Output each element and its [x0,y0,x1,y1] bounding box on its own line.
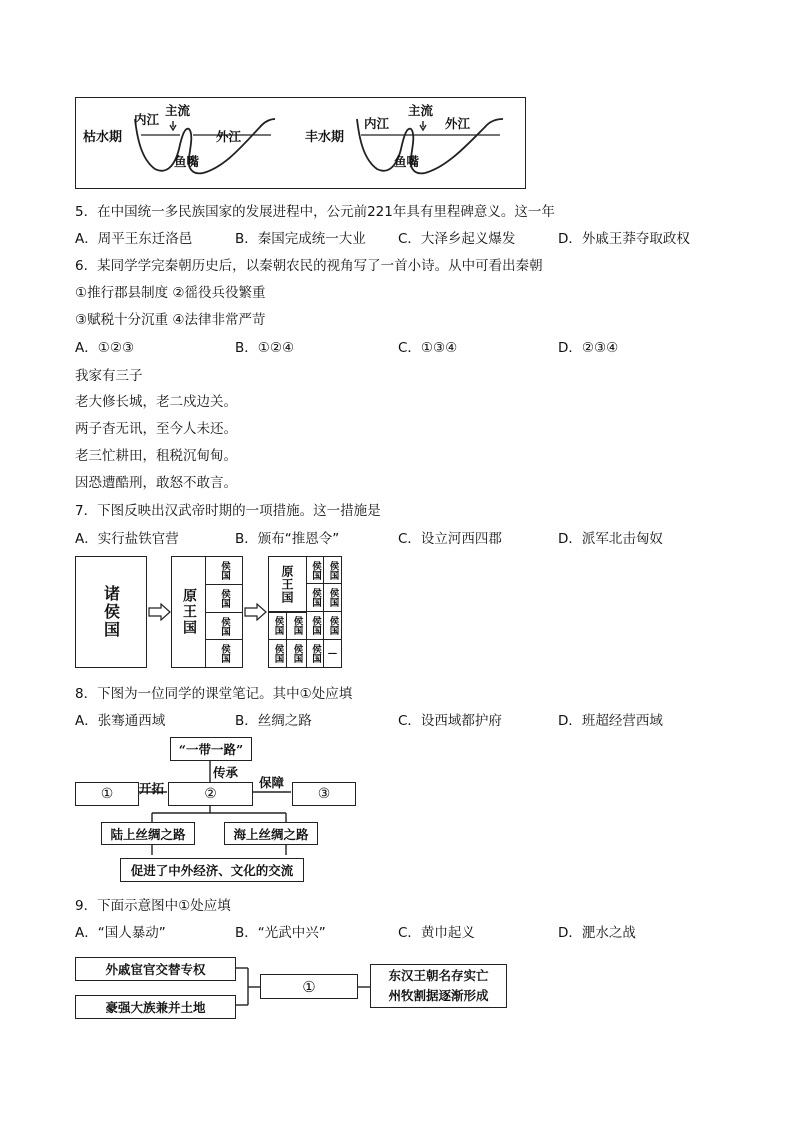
belt-and-road-box: “一带一路” [170,737,252,761]
q7-option-c: C．设立河西四郡 [398,531,502,547]
q5-option-c: C．大泽乡起义爆发 [398,231,516,247]
q6-option-c: C．①③④ [398,340,458,356]
guarantee-label: 保障 [259,775,285,790]
marquisate-cell: 侯国 [323,583,342,612]
collapse-line-2: 州牧割据逐渐形成 [388,988,489,1003]
original-kingdom-label: 原王国 [181,588,197,636]
inner-river-label-right: 内江 [364,116,390,131]
q9-option-d: D．淝水之战 [558,925,636,941]
marquisate-cell: 侯国 [286,611,307,640]
q8-option-d: D．班超经营西域 [558,713,663,729]
poem-line: 两子杳无讯，至今人未还。 [75,421,237,437]
marquisate-cell: 侯国 [306,556,324,584]
vassal-state-box: 诸侯国 [75,556,147,668]
poem-line: 我家有三子 [75,368,143,384]
wet-season-label: 丰水期 [305,130,345,145]
blank-1-box: ① [75,782,139,806]
q5-option-d: D．外戚王莽夺取政权 [558,231,690,247]
q6-option-b: B．①②④ [235,340,295,356]
q8-option-b: B．丝绸之路 [235,713,312,729]
q7-option-b: B．颁布“推恩令” [235,531,340,547]
marquisate-cell: 侯国 [323,611,342,640]
q6-stem: 6．某同学学完秦朝历史后，以秦朝农民的视角写了一首小诗。从中可看出秦朝 [75,258,543,274]
outer-river-label-right: 外江 [445,116,471,131]
q5-stem: 5．在中国统一多民族国家的发展进程中，公元前221年具有里程碑意义。这一年 [75,204,555,220]
q6-option-a: A．①②③ [75,340,135,356]
q9-option-c: C．黄巾起义 [398,925,475,941]
poem-line: 老大修长城，老二戍边关。 [75,394,237,410]
exchange-result-box: 促进了中外经济、文化的交流 [120,858,304,882]
land-silk-road-box: 陆上丝绸之路 [101,822,195,845]
q5-option-a: A．周平王东迁洛邑 [75,231,193,247]
q8-option-c: C．设西域都护府 [398,713,502,729]
eastern-han-collapse-box [370,964,507,1008]
fish-mouth-label-right: 鱼嘴 [394,154,420,169]
q9-stem: 9．下面示意图中①处应填 [75,898,231,914]
poem-line: 因恐遭酷刑，敢怒不敢言。 [75,475,237,491]
q7-option-a: A．实行盐铁官营 [75,531,179,547]
blank-1-box: ① [260,974,358,999]
marquisate-cell: 侯国 [205,556,243,585]
inner-river-label-left: 内江 [134,112,160,127]
blank-3-box: ③ [292,782,356,806]
marquisate-cell: 侯国 [268,611,287,640]
original-kingdom-label: 原王国 [280,565,294,604]
dry-season-label: 枯水期 [83,130,123,145]
marquisate-cell: 侯国 [286,639,307,668]
marquisate-cell: 侯国 [205,584,243,613]
outer-river-label-left: 外江 [216,129,242,144]
q7-option-d: D．派军北击匈奴 [558,531,663,547]
marquisate-cell: 侯国 [306,611,324,640]
main-stream-label-left: 主流 [165,103,191,118]
sea-silk-road-box: 海上丝绸之路 [224,822,318,845]
q6-option-d: D．②③④ [558,340,619,356]
open-label: 开拓 [139,781,165,796]
arrow-icon [148,603,172,621]
collapse-line-1: 东汉王朝名存实亡 [388,968,489,983]
relatives-eunuchs-box: 外戚宦官交替专权 [75,957,236,981]
marquisate-cell: 侯国 [306,639,324,668]
poem-line: 老三忙耕田，租税沉甸甸。 [75,448,237,464]
q8-stem: 8．下图为一位同学的课堂笔记。其中①处应填 [75,686,353,702]
inherit-label: 传承 [213,765,239,780]
q9-option-b: B．“光武中兴” [235,925,326,941]
marquisate-cell: 侯国 [323,556,342,584]
q8-option-a: A．张骞通西域 [75,713,166,729]
marquisate-cell: 侯国 [268,639,287,668]
marquisate-cell: 侯国 [205,639,243,668]
dash-cell: — [323,639,342,668]
landlords-box: 豪强大族兼并土地 [75,995,236,1019]
q6-line2: ③赋税十分沉重 ④法律非常严苛 [75,312,266,328]
arrow-icon [244,603,268,621]
q6-line1: ①推行郡县制度 ②徭役兵役繁重 [75,285,266,301]
blank-2-box: ② [168,782,253,806]
q9-option-a: A．“国人暴动” [75,925,166,941]
main-stream-label-right: 主流 [408,103,434,118]
marquisate-cell: 侯国 [306,583,324,612]
q5-option-b: B．秦国完成统一大业 [235,231,366,247]
marquisate-cell: 侯国 [205,612,243,640]
fish-mouth-label-left: 鱼嘴 [174,154,200,169]
q7-stem: 7．下图反映出汉武帝时期的一项措施。这一措施是 [75,503,381,519]
